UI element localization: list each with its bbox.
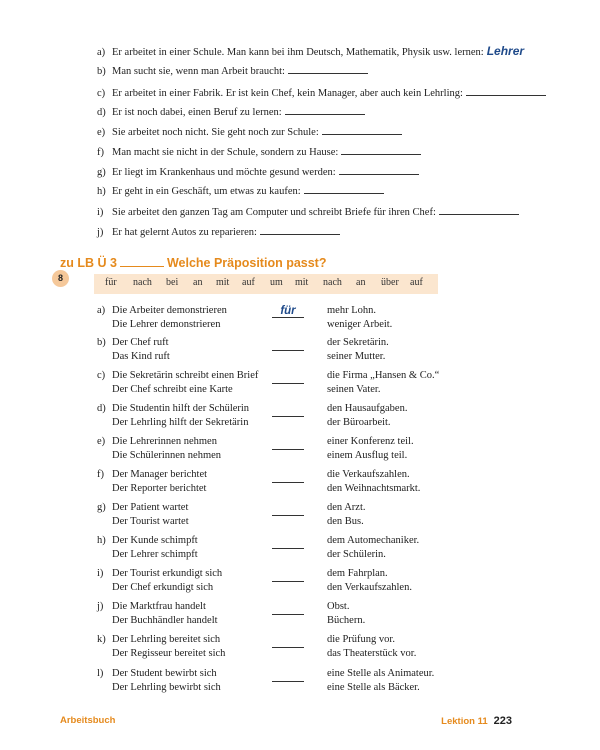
- item-letter: a): [97, 47, 106, 58]
- row-letter: e): [97, 436, 106, 447]
- row-letter: f): [97, 469, 104, 480]
- answer-blank[interactable]: [288, 72, 368, 74]
- item-text: Man sucht sie, wenn man Arbeit braucht:: [112, 66, 285, 77]
- answer-blank[interactable]: [304, 192, 384, 194]
- row-letter: j): [97, 601, 104, 612]
- row-sentence-1: Die Arbeiter demonstrieren: [112, 305, 227, 316]
- row-sentence-2: Der Chef erkundigt sich: [112, 581, 214, 593]
- row-sentence-1: Der Tourist erkundigt sich: [112, 568, 223, 579]
- word-option: nach: [133, 277, 152, 288]
- row-ending-1: Obst.: [327, 601, 350, 612]
- row-sentence-2: Der Regisseur bereitet sich: [112, 647, 226, 659]
- exercise-ref: zu LB Ü 3: [60, 256, 117, 270]
- row-ending-1: der Sekretärin.: [327, 337, 389, 348]
- word-option: über: [381, 277, 399, 288]
- row-letter: i): [97, 568, 104, 579]
- row-ending-2: seinen Vater.: [327, 383, 381, 395]
- answer-blank[interactable]: [272, 350, 304, 351]
- definition-item: [97, 127, 402, 138]
- item-letter: d): [97, 107, 106, 118]
- row-ending-2: weniger Arbeit.: [327, 318, 393, 330]
- row-ending-2: den Verkaufszahlen.: [327, 581, 412, 593]
- definition-item: [97, 66, 368, 77]
- item-text: Er liegt im Krankenhaus und möchte gesund werden:: [112, 167, 336, 178]
- item-letter: g): [97, 167, 106, 178]
- row-sentence-1: Die Lehrerinnen nehmen: [112, 436, 217, 447]
- item-text: Er hat gelernt Autos zu reparieren:: [112, 227, 257, 238]
- row-ending-1: den Arzt.: [327, 502, 366, 513]
- answer-blank[interactable]: [272, 515, 304, 516]
- row-ending-1: die Firma „Hansen & Co.“: [327, 370, 440, 381]
- row-sentence-2: Der Chef schreibt eine Karte: [112, 383, 233, 395]
- row-ending-2: eine Stelle als Bäcker.: [327, 681, 420, 693]
- answer-blank[interactable]: [260, 233, 340, 235]
- word-option: auf: [242, 277, 255, 288]
- word-box: [94, 274, 438, 294]
- word-option: auf: [410, 277, 423, 288]
- answer-text[interactable]: Lehrer: [486, 44, 525, 58]
- item-letter: e): [97, 127, 106, 138]
- answer-blank[interactable]: [272, 614, 304, 615]
- row-sentence-2: Der Reporter berichtet: [112, 482, 207, 494]
- word-option: mit: [216, 277, 230, 288]
- row-ending-2: den Bus.: [327, 515, 364, 527]
- row-ending-2: seiner Mutter.: [327, 350, 386, 362]
- row-ending-2: den Weihnachtsmarkt.: [327, 482, 421, 494]
- row-sentence-1: Der Student bewirbt sich: [112, 668, 217, 679]
- row-sentence-1: Der Manager berichtet: [112, 469, 208, 480]
- answer-blank[interactable]: [272, 482, 304, 483]
- row-letter: k): [97, 634, 106, 645]
- row-ending-1: einer Konferenz teil.: [327, 436, 414, 447]
- row-sentence-2: Die Schülerinnen nehmen: [112, 449, 222, 461]
- item-text: Er arbeitet in einer Schule. Man kann bei ihm Deutsch, Mathematik, Physik usw. lernen:: [112, 47, 484, 58]
- row-ending-2: einem Ausflug teil.: [327, 449, 408, 461]
- row-ending-1: dem Fahrplan.: [327, 568, 388, 579]
- row-ending-2: der Büroarbeit.: [327, 416, 391, 428]
- row-letter: c): [97, 370, 106, 381]
- item-letter: c): [97, 88, 106, 99]
- row-letter: l): [97, 668, 104, 679]
- item-text: Er geht in ein Geschäft, um etwas zu kaufen:: [112, 186, 301, 197]
- row-sentence-2: Der Tourist wartet: [112, 515, 189, 527]
- definition-item: [97, 147, 421, 158]
- answer-blank[interactable]: [272, 548, 304, 549]
- definition-item: [97, 227, 340, 238]
- row-letter: h): [97, 535, 106, 546]
- definition-item: [97, 107, 365, 118]
- row-letter: d): [97, 403, 106, 414]
- title-underline: [120, 265, 164, 267]
- answer-blank[interactable]: [285, 113, 365, 115]
- row-ending-1: die Verkaufszahlen.: [327, 469, 410, 480]
- answer-blank[interactable]: [272, 581, 304, 582]
- row-sentence-2: Der Buchhändler handelt: [112, 614, 218, 626]
- row-ending-1: dem Automechaniker.: [327, 535, 420, 546]
- row-sentence-1: Die Sekretärin schreibt einen Brief: [112, 370, 259, 381]
- answer-blank[interactable]: [466, 94, 546, 96]
- item-letter: i): [97, 207, 104, 218]
- word-option: bei: [166, 277, 179, 288]
- item-text: Er ist noch dabei, einen Beruf zu lernen:: [112, 107, 282, 118]
- row-sentence-2: Der Lehrling bewirbt sich: [112, 681, 221, 693]
- exercise-heading: Welche Präposition passt?: [166, 256, 327, 270]
- row-sentence-2: Der Lehrer schimpft: [112, 548, 198, 560]
- item-text: Er arbeitet in einer Fabrik. Er ist kein Chef, kein Manager, aber auch kein Lehrling:: [112, 88, 463, 99]
- row-ending-1: die Prüfung vor.: [327, 634, 395, 645]
- row-ending-1: mehr Lohn.: [327, 305, 376, 316]
- row-letter: b): [97, 337, 106, 348]
- definition-item: [97, 207, 519, 218]
- row-sentence-2: Der Lehrling hilft der Sekretärin: [112, 416, 249, 428]
- row-sentence-1: Der Kunde schimpft: [112, 535, 198, 546]
- answer-blank[interactable]: [439, 213, 519, 215]
- answer-blank[interactable]: [339, 173, 419, 175]
- lesson-label: Lektion 11: [441, 716, 488, 727]
- item-letter: f): [97, 147, 104, 158]
- definition-item: [97, 44, 524, 58]
- exercise-number-badge: 8: [52, 270, 69, 287]
- footer-workbook-label: Arbeitsbuch: [60, 715, 116, 726]
- item-text: Sie arbeitet den ganzen Tag am Computer und schreibt Briefe für ihren Chef:: [112, 207, 436, 218]
- row-sentence-1: Der Lehrling bereitet sich: [112, 634, 221, 645]
- answer-blank[interactable]: [272, 647, 304, 648]
- word-option: an: [193, 277, 203, 288]
- row-letter: g): [97, 502, 106, 513]
- exercise-title: [60, 256, 326, 270]
- definition-item: [97, 186, 384, 197]
- answer-blank[interactable]: [272, 383, 304, 384]
- definition-item: [97, 167, 419, 178]
- item-letter: j): [97, 227, 104, 238]
- item-letter: h): [97, 186, 106, 197]
- row-sentence-1: Die Marktfrau handelt: [112, 601, 206, 612]
- row-ending-2: das Theaterstück vor.: [327, 647, 417, 659]
- word-option: um: [270, 277, 283, 288]
- word-option: mit: [295, 277, 309, 288]
- page-number: 223: [493, 715, 512, 727]
- row-letter: a): [97, 305, 106, 316]
- row-ending-2: der Schülerin.: [327, 548, 386, 560]
- answer-blank[interactable]: [272, 449, 304, 450]
- row-sentence-1: Der Patient wartet: [112, 502, 189, 513]
- row-ending-1: den Hausaufgaben.: [327, 403, 408, 414]
- answer-blank[interactable]: [322, 133, 402, 135]
- row-sentence-2: Die Lehrer demonstrieren: [112, 318, 221, 330]
- row-ending-2: Büchern.: [327, 614, 366, 626]
- item-text: Sie arbeitet noch nicht. Sie geht noch zur Schule:: [112, 127, 319, 138]
- row-ending-1: eine Stelle als Animateur.: [327, 668, 435, 679]
- answer-blank[interactable]: [272, 416, 304, 417]
- item-text: Man macht sie nicht in der Schule, sondern zu Hause:: [112, 147, 339, 158]
- answer-text[interactable]: für: [272, 305, 304, 318]
- word-option: nach: [323, 277, 342, 288]
- word-option: an: [356, 277, 366, 288]
- definition-item: [97, 88, 546, 99]
- row-sentence-1: Der Chef ruft: [112, 337, 169, 348]
- item-letter: b): [97, 66, 106, 77]
- answer-blank[interactable]: [272, 681, 304, 682]
- word-option: für: [105, 277, 117, 288]
- row-sentence-2: Das Kind ruft: [112, 350, 170, 362]
- answer-blank[interactable]: [341, 153, 421, 155]
- footer-page-info: [441, 715, 512, 727]
- row-sentence-1: Die Studentin hilft der Schülerin: [112, 403, 250, 414]
